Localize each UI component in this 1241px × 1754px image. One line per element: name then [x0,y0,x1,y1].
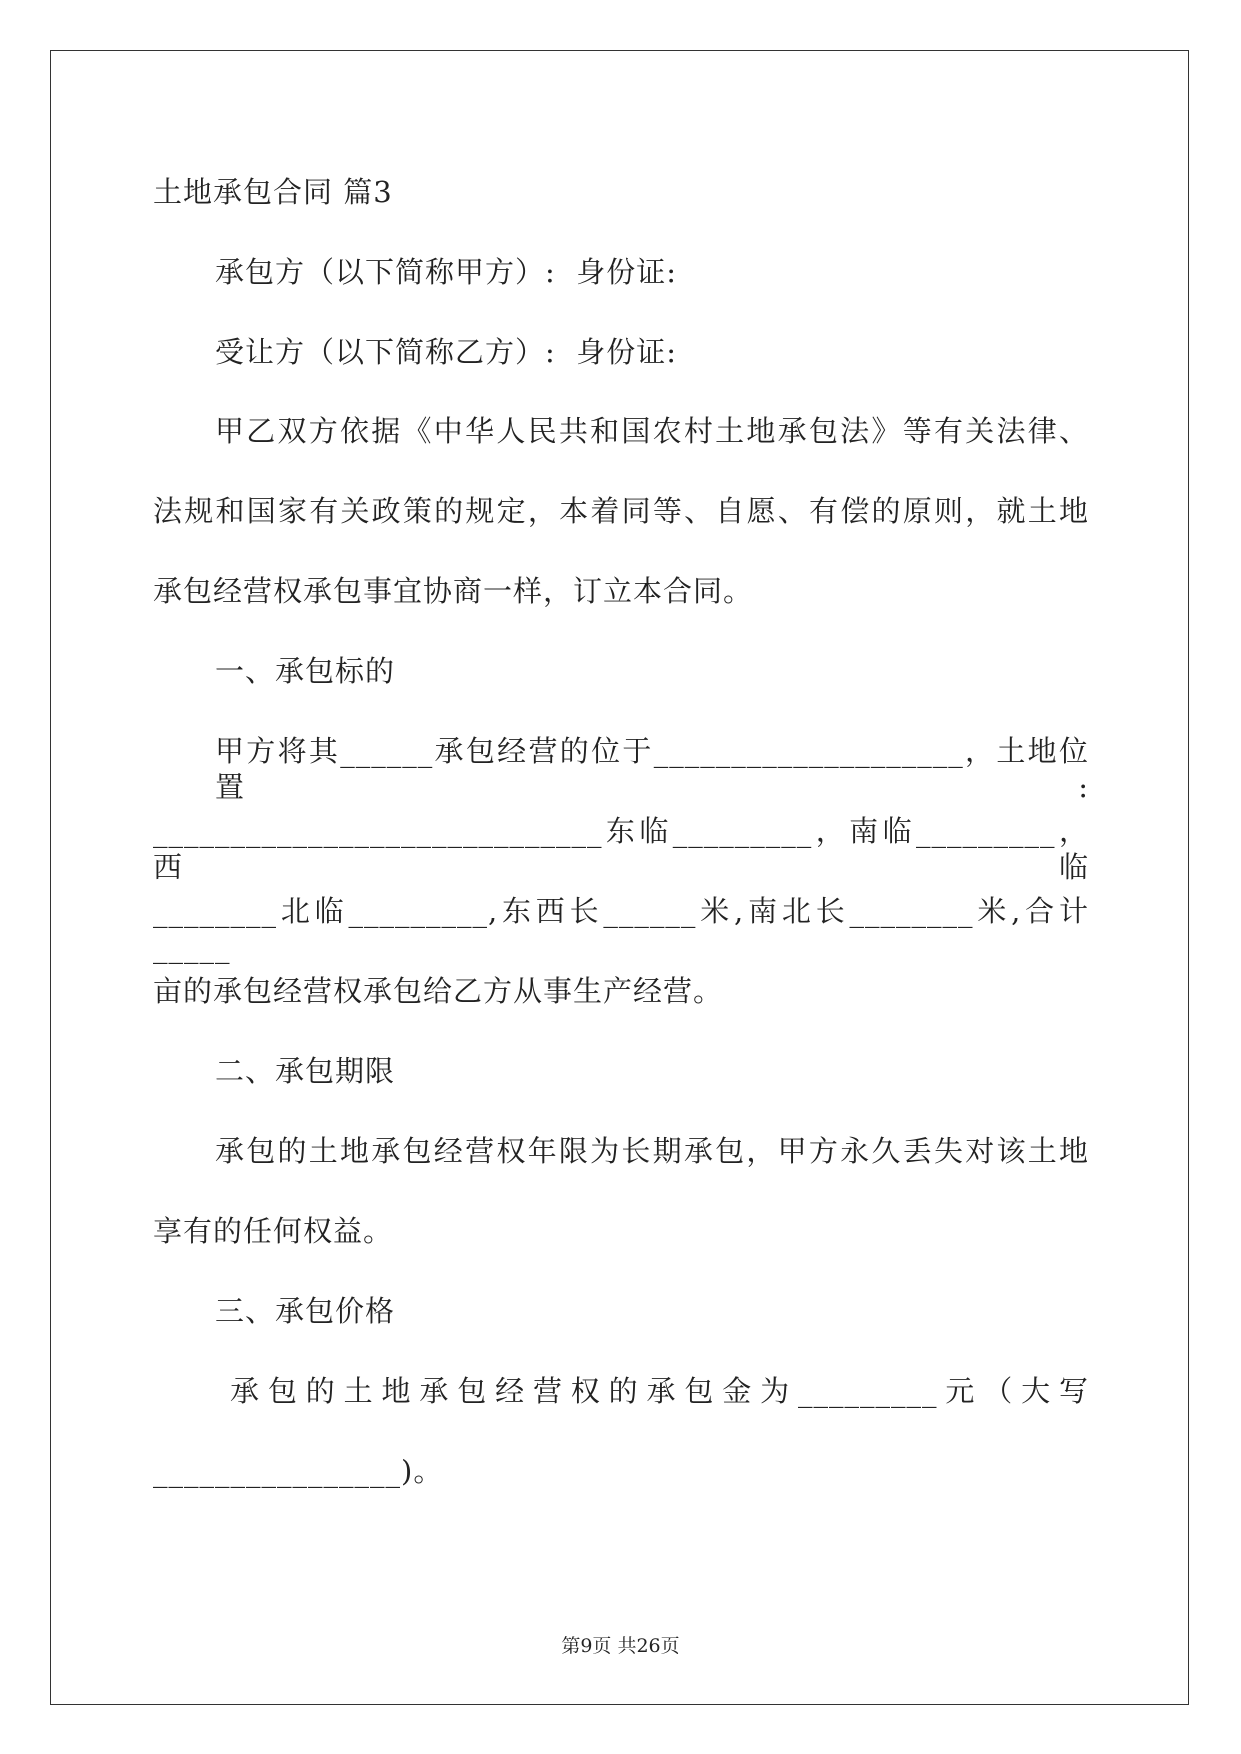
paragraph-line: 亩的承包经营权承包给乙方从事生产经营。 [153,974,724,1008]
paragraph-line: 甲方将其______承包经营的位于____________________，土地位置: [215,734,1089,804]
paragraph-line: 承包的土地承包经营权年限为长期承包，甲方永久丢失对该土地 [215,1134,1089,1168]
section-heading: 二、承包期限 [215,1054,396,1088]
paragraph-line: 承包经营权承包事宜协商一样，订立本合同。 [153,574,754,608]
paragraph-line: 法规和国家有关政策的规定，本着同等、自愿、有偿的原则，就土地 [153,494,1089,528]
section-heading: 一、承包标的 [215,654,396,688]
paragraph-line: 承包的土地承包经营权的承包金为_________元（大写 [230,1374,1089,1408]
party-a-line: 承包方（以下简称甲方）: 身份证: [215,255,677,289]
paragraph-line: _____________________________东临_________，南临_________，西临 [153,814,1089,884]
section-heading: 三、承包价格 [215,1294,396,1328]
paragraph-line: 享有的任何权益。 [153,1214,394,1248]
paragraph-line: ________________)。 [153,1454,444,1488]
paragraph-line: ________北临_________,东西长______米,南北长________米,合计_____ [153,894,1089,964]
paragraph-line: 甲乙双方依据《中华人民共和国农村土地承包法》等有关法律、 [215,414,1089,448]
document-title: 土地承包合同 篇3 [153,175,393,209]
party-b-line: 受让方（以下简称乙方）: 身份证: [215,335,677,369]
page-footer: 第9页 共26页 [561,1635,680,1657]
